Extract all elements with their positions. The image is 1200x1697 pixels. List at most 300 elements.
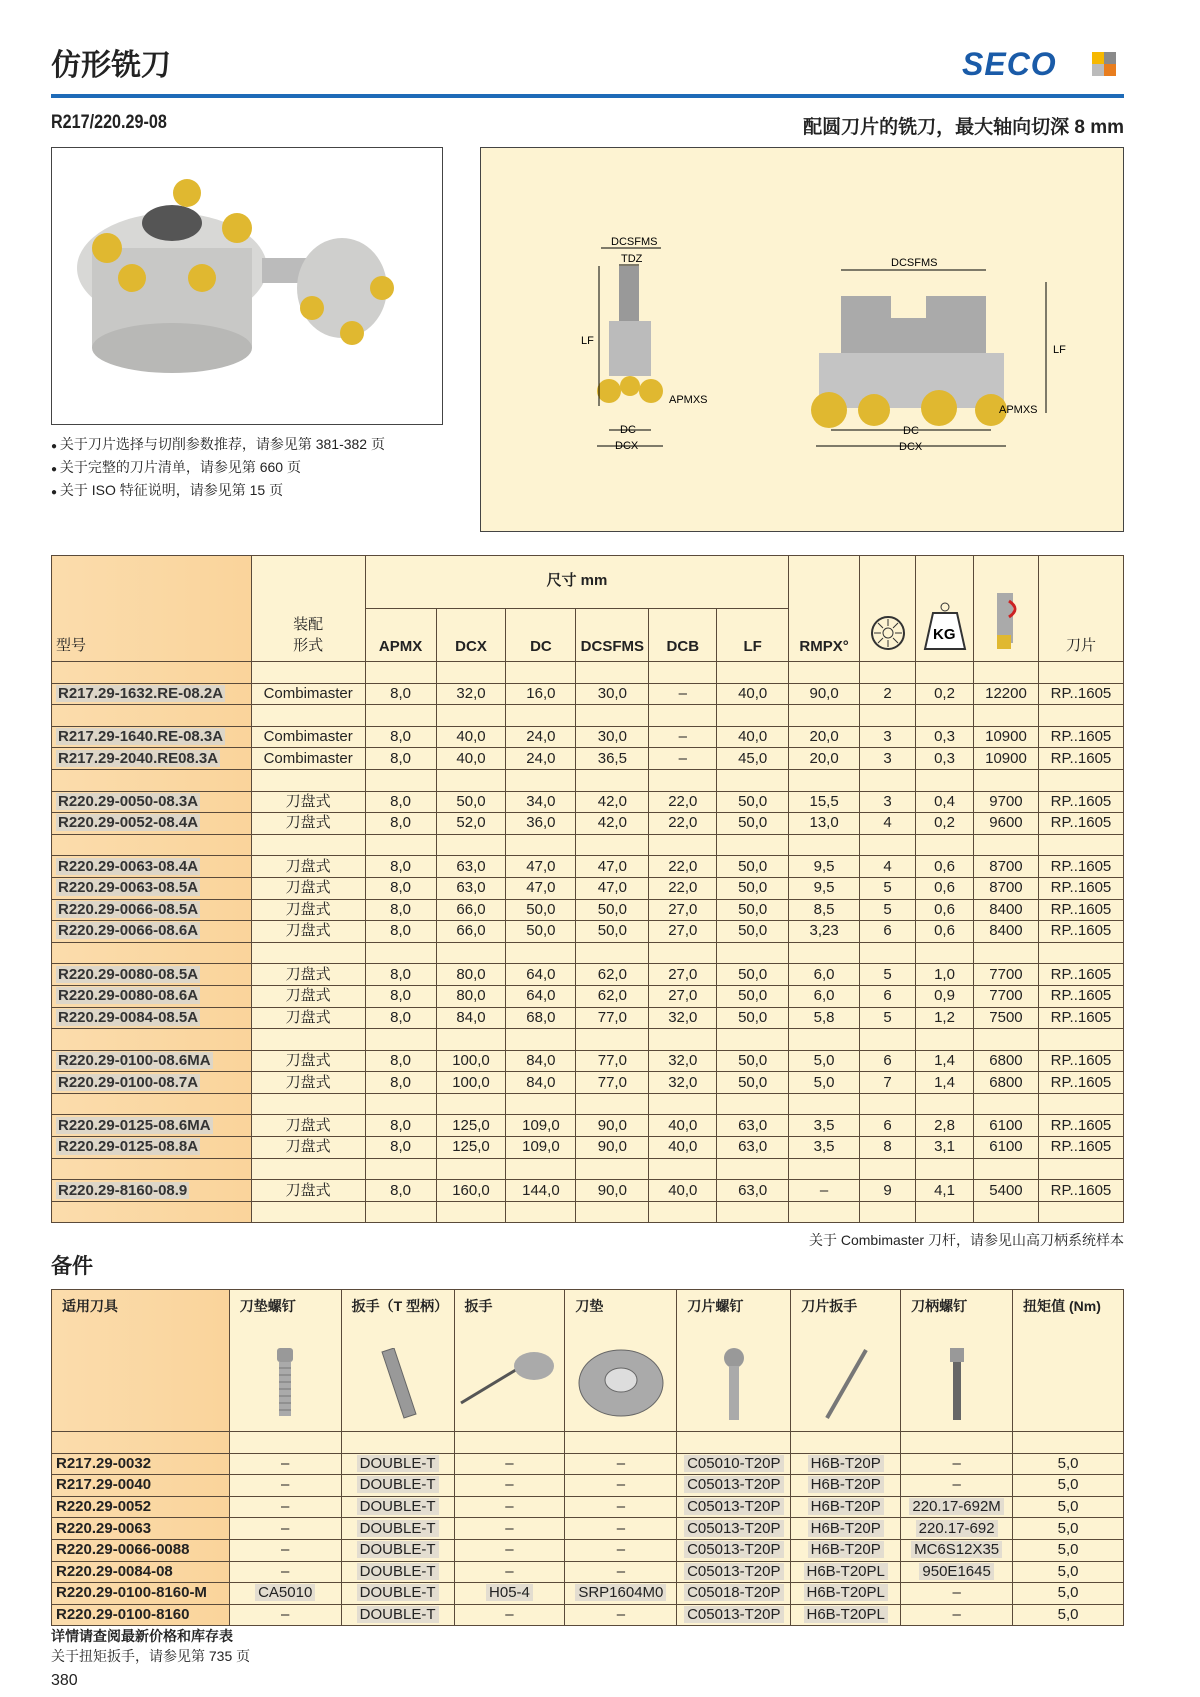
empty-cell (436, 662, 506, 684)
part-code: 5,0 (1057, 1498, 1079, 1516)
table-row (52, 1496, 1124, 1518)
part-code: C05013-T20P (684, 1541, 783, 1558)
cell: 6100 (974, 1115, 1039, 1137)
empty-cell (789, 834, 860, 856)
cell: 8,0 (365, 1115, 436, 1137)
cell: 5400 (974, 1180, 1039, 1202)
cell: 50,0 (436, 791, 506, 813)
part-code: 5,0 (1057, 1476, 1079, 1494)
cell: 2,8 (916, 1115, 974, 1137)
cell (565, 1561, 677, 1583)
spacer-row (52, 769, 1124, 791)
empty-cell (52, 705, 252, 727)
empty-cell (436, 769, 506, 791)
empty-cell (860, 1158, 916, 1180)
part-code: – (281, 1476, 290, 1494)
cell: 42,0 (576, 813, 649, 835)
cell (1013, 1583, 1124, 1605)
dimension-diagram (480, 147, 1124, 532)
empty-cell (365, 1093, 436, 1115)
model-code: R220.29-0050-08.3A (58, 792, 199, 810)
cell: 50,0 (717, 1050, 789, 1072)
empty-cell (1013, 1432, 1124, 1454)
cell: 刀盘式 (251, 1050, 365, 1072)
empty-cell (52, 834, 252, 856)
cell: 32,0 (649, 1072, 717, 1094)
cell: 50,0 (717, 877, 789, 899)
cell (52, 791, 252, 813)
empty-cell (365, 942, 436, 964)
cell: 8 (860, 1137, 916, 1159)
empty-cell (576, 769, 649, 791)
part-code: – (281, 1606, 290, 1624)
spare-header-label: 刀垫螺钉 (239, 1298, 296, 1314)
cell: 刀盘式 (251, 1115, 365, 1137)
cell: 77,0 (576, 1007, 649, 1029)
tool-code: R220.29-0100-8160 (56, 1606, 190, 1624)
empty-cell (860, 1201, 916, 1223)
part-code: C05013-T20P (684, 1606, 783, 1623)
model-code: R220.29-0080-08.5A (58, 965, 199, 983)
cell: 32,0 (649, 1050, 717, 1072)
model-code: R220.29-0052-08.4A (58, 814, 199, 832)
cell: 27,0 (649, 964, 717, 986)
cell: 40,0 (649, 1180, 717, 1202)
cell: RP..1605 (1038, 985, 1123, 1007)
cell: 22,0 (649, 877, 717, 899)
table-row (52, 1604, 1124, 1626)
empty-cell (251, 834, 365, 856)
cell (52, 877, 252, 899)
cell (341, 1561, 454, 1583)
cell (52, 1539, 230, 1561)
cell: 刀盘式 (251, 1137, 365, 1159)
empty-cell (506, 662, 576, 684)
table-row (52, 985, 1124, 1007)
empty-cell (229, 1432, 341, 1454)
empty-cell (717, 834, 789, 856)
model-code: R220.29-0066-08.5A (58, 900, 199, 918)
tool-code: R220.29-0066-0088 (56, 1541, 190, 1559)
cell: 0,6 (916, 899, 974, 921)
cell (901, 1604, 1013, 1626)
empty-cell (974, 769, 1039, 791)
model-code: R220.29-0080-08.6A (58, 987, 199, 1005)
cell (454, 1496, 565, 1518)
svg-text:DCSFMS: DCSFMS (611, 236, 658, 248)
cell: 刀盘式 (251, 921, 365, 943)
cell: RP..1605 (1038, 726, 1123, 748)
spare-header (565, 1290, 677, 1432)
cell: 0,2 (916, 813, 974, 835)
cell: 8,0 (365, 899, 436, 921)
spare-header (901, 1290, 1013, 1432)
empty-cell (251, 662, 365, 684)
empty-cell (791, 1432, 901, 1454)
svg-text:APMXS: APMXS (669, 394, 708, 406)
empty-cell (916, 1201, 974, 1223)
empty-cell (974, 1158, 1039, 1180)
cell: 8,0 (365, 813, 436, 835)
cell: – (789, 1180, 860, 1202)
svg-text:TDZ: TDZ (621, 253, 643, 265)
empty-cell (860, 1029, 916, 1051)
cell: 6100 (974, 1137, 1039, 1159)
wrench-icon (459, 1348, 559, 1411)
spare-header (677, 1290, 791, 1432)
cell (791, 1583, 901, 1605)
empty-cell (436, 705, 506, 727)
cell: 7700 (974, 964, 1039, 986)
cell: 40,0 (717, 726, 789, 748)
table-row (52, 856, 1124, 878)
cell: 5 (860, 1007, 916, 1029)
page-number: 380 (51, 1672, 78, 1689)
cell: RP..1605 (1038, 1180, 1123, 1202)
empty-cell (365, 705, 436, 727)
bullet-iso-features: ● 关于 ISO 特征说明，请参见第 15 页 (51, 480, 385, 503)
empty-cell (974, 1093, 1039, 1115)
product-photo (51, 147, 443, 425)
cell: 刀盘式 (251, 877, 365, 899)
part-code: C05013-T20P (684, 1563, 783, 1580)
spare-header-label: 刀柄螺钉 (911, 1298, 968, 1314)
cell (791, 1604, 901, 1626)
cell: 109,0 (506, 1137, 576, 1159)
cell: 109,0 (506, 1115, 576, 1137)
model-code: R220.29-0100-08.7A (58, 1073, 199, 1091)
cell: 刀盘式 (251, 1072, 365, 1094)
empty-cell (916, 942, 974, 964)
cell (341, 1583, 454, 1605)
part-code: – (505, 1476, 514, 1494)
spare-header-label: 扳手（T 型柄） (351, 1298, 449, 1314)
cell (791, 1496, 901, 1518)
empty-cell (1038, 1029, 1123, 1051)
cell: 刀盘式 (251, 1180, 365, 1202)
cell (52, 683, 252, 705)
spare-parts-table (51, 1289, 1124, 1626)
teeth-count-icon (860, 556, 916, 662)
cell (677, 1496, 791, 1518)
table-row (52, 899, 1124, 921)
cell (565, 1496, 677, 1518)
cell: 24,0 (506, 726, 576, 748)
spacer-row (52, 1432, 1124, 1454)
empty-cell (974, 662, 1039, 684)
spacer-row (52, 942, 1124, 964)
table-row (52, 877, 1124, 899)
empty-cell (1038, 942, 1123, 964)
cell: 77,0 (576, 1072, 649, 1094)
empty-cell (717, 1201, 789, 1223)
cell (565, 1475, 677, 1497)
insert-key-icon (821, 1348, 871, 1423)
part-code: – (616, 1606, 626, 1624)
cell (341, 1453, 454, 1475)
spare-header-label: 扭矩值 (Nm) (1023, 1298, 1101, 1314)
cell (52, 726, 252, 748)
empty-cell (649, 834, 717, 856)
cell (677, 1539, 791, 1561)
empty-cell (717, 942, 789, 964)
cell (677, 1604, 791, 1626)
cell: 0,4 (916, 791, 974, 813)
cell: 8,5 (789, 899, 860, 921)
table-row (52, 921, 1124, 943)
cell: 7700 (974, 985, 1039, 1007)
empty-cell (860, 662, 916, 684)
empty-cell (649, 1093, 717, 1115)
part-code: – (281, 1562, 290, 1580)
empty-cell (717, 769, 789, 791)
cell: 64,0 (506, 964, 576, 986)
part-code: 5,0 (1057, 1454, 1079, 1472)
cell: 36,0 (506, 813, 576, 835)
empty-cell (436, 1158, 506, 1180)
cell: 63,0 (717, 1137, 789, 1159)
cell: 5,0 (789, 1050, 860, 1072)
cell: 125,0 (436, 1137, 506, 1159)
cell: RP..1605 (1038, 1007, 1123, 1029)
cell: 40,0 (436, 748, 506, 770)
cell: 36,5 (576, 748, 649, 770)
face-mill-drawing (811, 257, 1066, 453)
cell (1013, 1453, 1124, 1475)
cell: 84,0 (436, 1007, 506, 1029)
cell (901, 1539, 1013, 1561)
cell: 24,0 (506, 748, 576, 770)
part-code: – (505, 1541, 514, 1559)
holder-screw-icon (948, 1348, 966, 1423)
cell: 刀盘式 (251, 813, 365, 835)
part-code: 5,0 (1057, 1541, 1079, 1559)
cell: 50,0 (717, 985, 789, 1007)
empty-cell (789, 662, 860, 684)
cell: 8700 (974, 856, 1039, 878)
cell: 40,0 (717, 683, 789, 705)
cell: 47,0 (576, 877, 649, 899)
cell (52, 1583, 230, 1605)
cell (52, 1007, 252, 1029)
empty-cell (860, 834, 916, 856)
spacer-row (52, 1029, 1124, 1051)
cell: 47,0 (506, 856, 576, 878)
cell: 6,0 (789, 985, 860, 1007)
tool-code: R217.29-0032 (56, 1454, 152, 1472)
empty-cell (649, 662, 717, 684)
cell: 40,0 (436, 726, 506, 748)
cell: 90,0 (576, 1180, 649, 1202)
empty-cell (506, 1029, 576, 1051)
model-code: R220.29-0125-08.6MA (58, 1116, 211, 1134)
empty-cell (576, 1158, 649, 1180)
cell (454, 1561, 565, 1583)
part-code: – (505, 1519, 514, 1537)
cell: RP..1605 (1038, 921, 1123, 943)
part-code: DOUBLE-T (357, 1476, 439, 1493)
spare-header (454, 1290, 565, 1432)
part-code: DOUBLE-T (357, 1584, 439, 1601)
cell: 50,0 (717, 899, 789, 921)
model-code: R220.29-0125-08.8A (58, 1138, 199, 1156)
cell: 6800 (974, 1072, 1039, 1094)
empty-cell (789, 1093, 860, 1115)
cell (565, 1583, 677, 1605)
cell: 6 (860, 1115, 916, 1137)
part-code: – (616, 1562, 626, 1580)
cell: 3 (860, 748, 916, 770)
cell (1013, 1561, 1124, 1583)
part-code: – (616, 1454, 626, 1472)
cell: 8400 (974, 921, 1039, 943)
spare-header-label: 刀片螺钉 (687, 1298, 744, 1314)
part-code: DOUBLE-T (357, 1455, 439, 1472)
table-row (52, 1561, 1124, 1583)
empty-cell (365, 662, 436, 684)
cell: 2 (860, 683, 916, 705)
cell: 0,9 (916, 985, 974, 1007)
table-row (52, 1115, 1124, 1137)
cell: 8,0 (365, 791, 436, 813)
cell: 刀盘式 (251, 791, 365, 813)
cell: 0,6 (916, 877, 974, 899)
svg-text:DCX: DCX (899, 441, 923, 453)
empty-cell (251, 1201, 365, 1223)
cutter-table (51, 555, 1124, 1223)
cell: 62,0 (576, 985, 649, 1007)
model-code: R217.29-1640.RE-08.3A (58, 728, 224, 746)
empty-cell (365, 834, 436, 856)
cell: 84,0 (506, 1050, 576, 1072)
cell: 16,0 (506, 683, 576, 705)
cell: 9 (860, 1180, 916, 1202)
empty-cell (789, 1158, 860, 1180)
cell (52, 964, 252, 986)
cell: RP..1605 (1038, 964, 1123, 986)
cell: 90,0 (576, 1137, 649, 1159)
part-code: – (281, 1519, 290, 1537)
cell (791, 1453, 901, 1475)
part-code: – (616, 1476, 626, 1494)
cell: 8,0 (365, 748, 436, 770)
part-code: C05018-T20P (684, 1584, 783, 1601)
part-code: – (505, 1498, 514, 1516)
cell: 30,0 (576, 726, 649, 748)
part-code: – (281, 1454, 290, 1472)
empty-cell (789, 1029, 860, 1051)
cell (341, 1604, 454, 1626)
cell (229, 1518, 341, 1540)
part-code: H6B-T20P (808, 1541, 884, 1558)
cell (52, 1604, 230, 1626)
cell: 5,0 (789, 1072, 860, 1094)
cell: 63,0 (717, 1180, 789, 1202)
bullet-insert-selection: ● 关于刀片选择与切削参数推荐，请参见第 381-382 页 (51, 434, 385, 457)
cell (901, 1518, 1013, 1540)
cell (52, 748, 252, 770)
cell (52, 1496, 230, 1518)
empty-cell (576, 1029, 649, 1051)
cell: 13,0 (789, 813, 860, 835)
part-code: H6B-T20P (808, 1520, 884, 1537)
empty-cell (860, 705, 916, 727)
part-code: 5,0 (1057, 1584, 1079, 1602)
part-code: H6B-T20PL (804, 1584, 888, 1601)
cell (1013, 1496, 1124, 1518)
spacer-row (52, 705, 1124, 727)
cell: 63,0 (717, 1115, 789, 1137)
cell: 3,1 (916, 1137, 974, 1159)
cell (791, 1518, 901, 1540)
cell (901, 1496, 1013, 1518)
cell (565, 1518, 677, 1540)
empty-cell (251, 1029, 365, 1051)
part-code: – (952, 1476, 961, 1494)
empty-cell (52, 662, 252, 684)
header-insert: 刀片 (1038, 556, 1123, 662)
cell (52, 1115, 252, 1137)
cell: 64,0 (506, 985, 576, 1007)
cell (52, 1072, 252, 1094)
part-code: – (616, 1498, 626, 1516)
part-code: – (616, 1519, 626, 1537)
cell: 3 (860, 791, 916, 813)
empty-cell (717, 662, 789, 684)
empty-cell (1038, 1158, 1123, 1180)
empty-cell (1038, 769, 1123, 791)
cell (341, 1539, 454, 1561)
cell (52, 1561, 230, 1583)
empty-cell (789, 705, 860, 727)
tool-code: R220.29-0100-8160-M (56, 1584, 207, 1602)
cell (454, 1604, 565, 1626)
cell: 66,0 (436, 921, 506, 943)
cell: 20,0 (789, 748, 860, 770)
cell: 80,0 (436, 985, 506, 1007)
table-row (52, 1007, 1124, 1029)
table-row (52, 1072, 1124, 1094)
empty-cell (717, 1029, 789, 1051)
cell: 5,8 (789, 1007, 860, 1029)
cell: 27,0 (649, 899, 717, 921)
seco-logo: SECO (962, 46, 1057, 82)
part-code: DOUBLE-T (357, 1498, 439, 1515)
cell: 40,0 (649, 1115, 717, 1137)
header-dc: DC (506, 609, 576, 662)
empty-cell (251, 1093, 365, 1115)
cell: 42,0 (576, 791, 649, 813)
cell: 刀盘式 (251, 856, 365, 878)
empty-cell (1038, 705, 1123, 727)
cell: 34,0 (506, 791, 576, 813)
cell: 1,0 (916, 964, 974, 986)
cell (229, 1583, 341, 1605)
cell (901, 1453, 1013, 1475)
seco-logo-mark-icon (1092, 52, 1116, 76)
spare-header-label: 扳手 (464, 1298, 493, 1314)
empty-cell (974, 705, 1039, 727)
insert-screw-icon (721, 1348, 747, 1423)
header-lf: LF (717, 609, 789, 662)
cell: 22,0 (649, 813, 717, 835)
empty-cell (365, 769, 436, 791)
cell: RP..1605 (1038, 683, 1123, 705)
cell (52, 985, 252, 1007)
cell: 4 (860, 813, 916, 835)
cell: 30,0 (576, 683, 649, 705)
cell (52, 1518, 230, 1540)
